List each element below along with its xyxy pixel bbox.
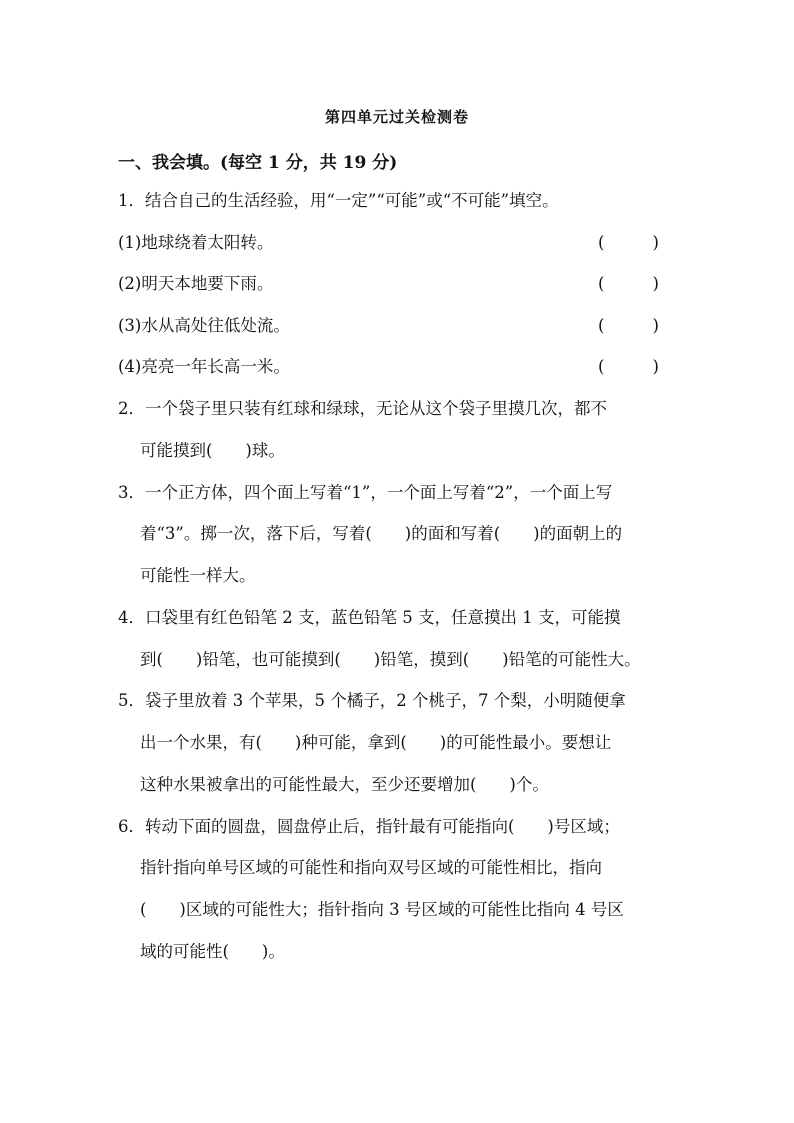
question-1-item-2: (2)明天本地要下雨。 [118,274,274,293]
answer-blank-1-2[interactable]: ( ) [598,274,659,293]
question-3-line-3: 可能性一样大。 [140,566,256,585]
question-6-line-1: 6．转动下面的圆盘，圆盘停止后，指针最有可能指向( )号区域； [118,817,620,836]
question-2-line-2: 可能摸到( )球。 [140,441,285,460]
question-3-line-2: 着“3”。掷一次，落下后，写着( )的面和写着( )的面朝上的 [140,524,623,543]
question-1-stem: 1．结合自己的生活经验，用“一定”“可能”或“不可能”填空。 [118,191,559,210]
question-5-line-1: 5．袋子里放着 3 个苹果，5 个橘子，2 个桃子，7 个梨，小明随便拿 [118,691,626,710]
page-title: 第四单元过关检测卷 [324,108,469,126]
question-4-line-2: 到( )铅笔，也可能摸到( )铅笔，摸到( )铅笔的可能性大。 [140,650,641,669]
question-5-line-3: 这种水果被拿出的可能性最大，至少还要增加( )个。 [140,775,549,794]
question-1-item-1: (1)地球绕着太阳转。 [118,233,274,252]
question-4-line-1: 4．口袋里有红色铅笔 2 支，蓝色铅笔 5 支，任意摸出 1 支，可能摸 [118,608,621,627]
question-1-item-3: (3)水从高处往低处流。 [118,316,290,335]
question-2-line-1: 2．一个袋子里只装有红球和绿球，无论从这个袋子里摸几次，都不 [118,399,607,418]
question-6-line-4: 域的可能性( )。 [140,942,285,961]
question-6-line-2: 指针指向单号区域的可能性和指向双号区域的可能性相比，指向 [140,858,602,877]
section-heading-fill-in: 一、我会填。(每空 1 分，共 19 分) [118,153,398,173]
question-6-line-3: ( )区域的可能性大；指针指向 3 号区域的可能性比指向 4 号区 [140,900,624,919]
answer-blank-1-4[interactable]: ( ) [598,357,659,376]
question-5-line-2: 出一个水果，有( )种可能，拿到( )的可能性最小。要想让 [140,733,612,752]
answer-blank-1-3[interactable]: ( ) [598,316,659,335]
question-3-line-1: 3．一个正方体，四个面上写着“1”，一个面上写着“2”，一个面上写 [118,483,613,502]
question-1-item-4: (4)亮亮一年长高一米。 [118,357,290,376]
answer-blank-1-1[interactable]: ( ) [598,233,659,252]
